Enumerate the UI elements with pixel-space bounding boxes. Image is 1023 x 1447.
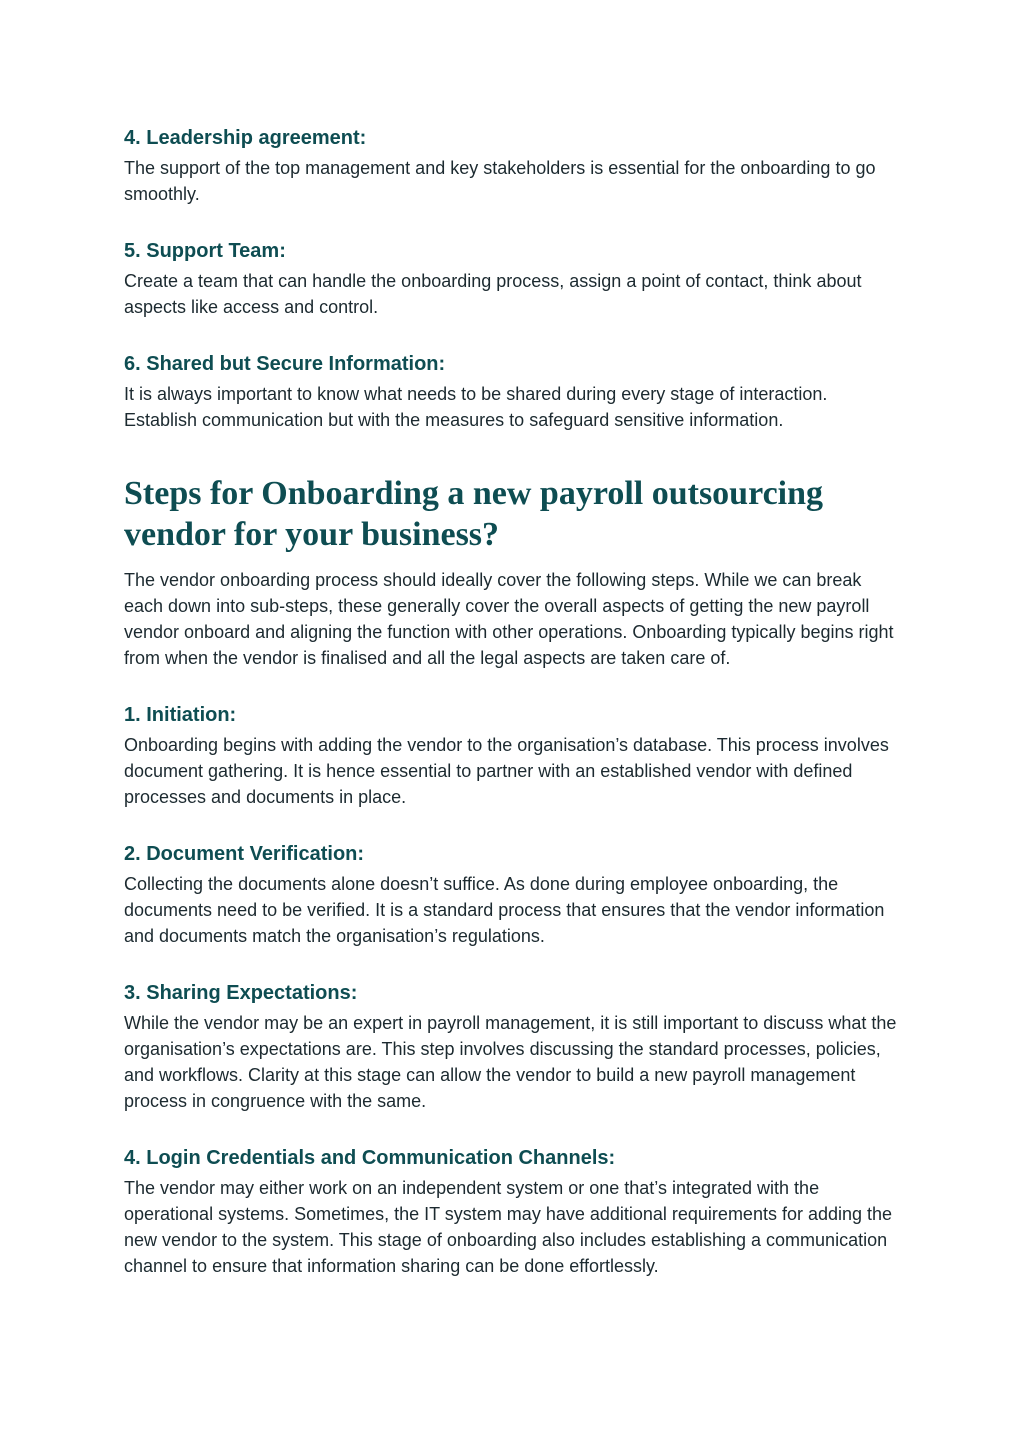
section-body: It is always important to know what needs to be shared during every stage of interaction. Establish communication but with the measures to safeguard sensitive information.	[124, 384, 828, 430]
section-heading: 5. Support Team:	[124, 240, 286, 262]
section-heading: 4. Leadership agreement:	[124, 127, 367, 149]
step-body: Collecting the documents alone doesn’t suffice. As done during employee onboarding, the documents need to be verified. It is a standard process that ensures that the vendor information and documents match the organisation’s regulations.	[124, 874, 885, 946]
section-body: Create a team that can handle the onboarding process, assign a point of contact, think about aspects like access and control.	[124, 271, 862, 317]
step-body: While the vendor may be an expert in payroll management, it is still important to discuss what the organisation’s expectations are. This step involves discussing the standard processes, policies, and workflows. Clarity at this stage can allow the vendor to build a new payroll management process in congruence with the same.	[124, 1013, 897, 1111]
section-body: The support of the top management and key stakeholders is essential for the onboarding to go smoothly.	[124, 158, 876, 204]
section-heading: 6. Shared but Secure Information:	[124, 353, 446, 375]
step-heading: 4. Login Credentials and Communication Channels:	[124, 1147, 616, 1169]
step-sharing-expectations	[124, 979, 904, 1114]
step-body: The vendor may either work on an independent system or one that’s integrated with the operational systems. Sometimes, the IT system may have additional requirements for adding the new vendor to the system. This stage of onboarding also includes establishing a communication channel to ensure that information sharing can be done effortlessly.	[124, 1178, 893, 1276]
step-document-verification	[124, 840, 904, 949]
step-body: Onboarding begins with adding the vendor to the organisation’s database. This process involves document gathering. It is hence essential to partner with an established vendor with defined processes and documents in place.	[124, 735, 889, 807]
intro-paragraph: The vendor onboarding process should ideally cover the following steps. While we can break each down into sub-steps, these generally cover the overall aspects of getting the new payroll vendor onboard and aligning the function with other operations. Onboarding typically begins right from when the vendor is finalised and all the legal aspects are taken care of.	[124, 570, 894, 668]
step-heading: 2. Document Verification:	[124, 843, 365, 865]
step-heading: 3. Sharing Expectations:	[124, 982, 358, 1004]
step-login-credentials	[124, 1144, 904, 1279]
step-heading: 1. Initiation:	[124, 704, 237, 726]
section-shared-secure-information	[124, 350, 904, 433]
section-leadership-agreement	[124, 124, 904, 207]
main-heading: Steps for Onboarding a new payroll outsourcing vendor for your business?	[124, 475, 824, 553]
section-support-team	[124, 237, 904, 320]
step-initiation	[124, 701, 904, 810]
document-page	[124, 124, 904, 1309]
